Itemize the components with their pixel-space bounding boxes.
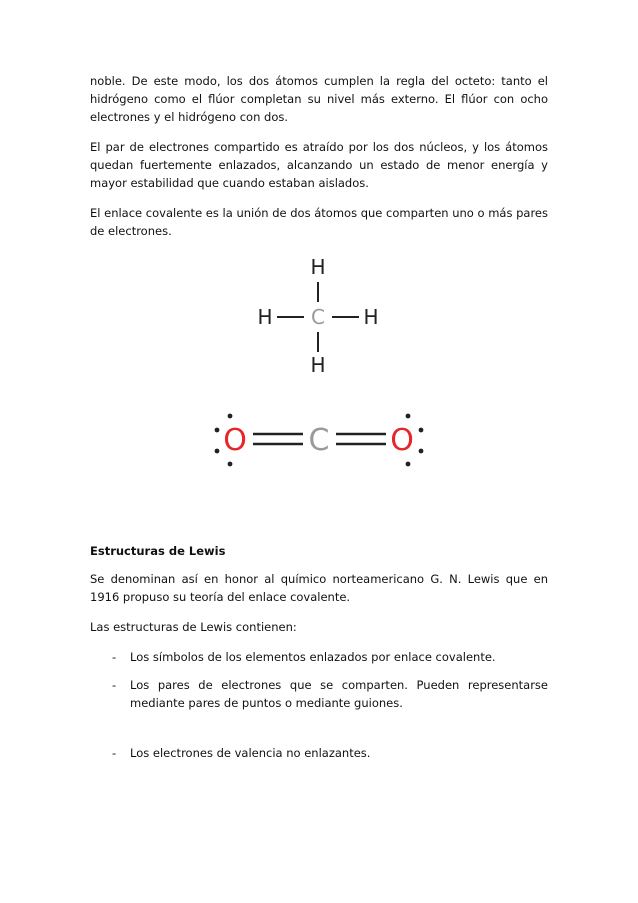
list-item-text: Los electrones de valencia no enlazantes. (130, 746, 371, 760)
oxygen-left-lone-pair-dot (215, 428, 220, 433)
list-item-text: Los pares de electrones que se comparten. Pueden representarse mediante pares de puntos o mediante guiones. (130, 678, 548, 710)
oxygen-right-lone-pair-dot (419, 449, 424, 454)
oxygen-left-lone-pair-dot (215, 449, 220, 454)
dash-bullet: - (112, 678, 117, 692)
list-item (90, 676, 548, 712)
methane-left-hydrogen: H (257, 305, 273, 329)
dash-bullet: - (112, 650, 117, 664)
document-page (90, 72, 548, 772)
section-intro: Se denominan así en honor al químico norteamericano G. N. Lewis que en 1916 propuso su teoría del enlace covalente. (90, 572, 548, 604)
oxygen-left-lone-pair-dot (228, 414, 233, 419)
list-item (90, 648, 548, 666)
list-item (90, 744, 548, 762)
contents-list (90, 648, 548, 762)
co2-lewis-structure (90, 404, 548, 474)
methane-bottom-hydrogen: H (310, 353, 326, 377)
oxygen-right-lone-pair-dot (419, 428, 424, 433)
methane-carbon: C (311, 305, 325, 329)
methane-top-hydrogen: H (310, 255, 326, 279)
list-item-text: Los símbolos de los elementos enlazados por enlace covalente. (130, 650, 496, 664)
oxygen-right-lone-pair-dot (406, 414, 411, 419)
list-intro: Las estructuras de Lewis contienen: (90, 620, 297, 634)
section-title: Estructuras de Lewis (90, 544, 226, 558)
oxygen-left-lone-pair-dot (228, 462, 233, 467)
paragraph-octet: noble. De este modo, los dos átomos cumplen la regla del octeto: tanto el hidrógeno como el flúor completan su nivel más externo. El flúor con ocho electrones y el hidrógeno con dos. (90, 74, 548, 124)
co2-right-oxygen: O (390, 423, 414, 458)
methane-right-hydrogen: H (363, 305, 379, 329)
methane-lewis-structure (90, 252, 548, 382)
paragraph-shared-pair: El par de electrones compartido es atraído por los dos núcleos, y los átomos quedan fuertemente enlazados, alcanzando un estado de menor energía y mayor estabilidad que cuando estaban aislados. (90, 140, 548, 190)
dash-bullet: - (112, 746, 117, 760)
co2-carbon: C (308, 423, 330, 458)
paragraph-covalent-definition: El enlace covalente es la unión de dos átomos que comparten uno o más pares de electrones. (90, 206, 548, 238)
oxygen-right-lone-pair-dot (406, 462, 411, 467)
co2-left-oxygen: O (223, 423, 247, 458)
